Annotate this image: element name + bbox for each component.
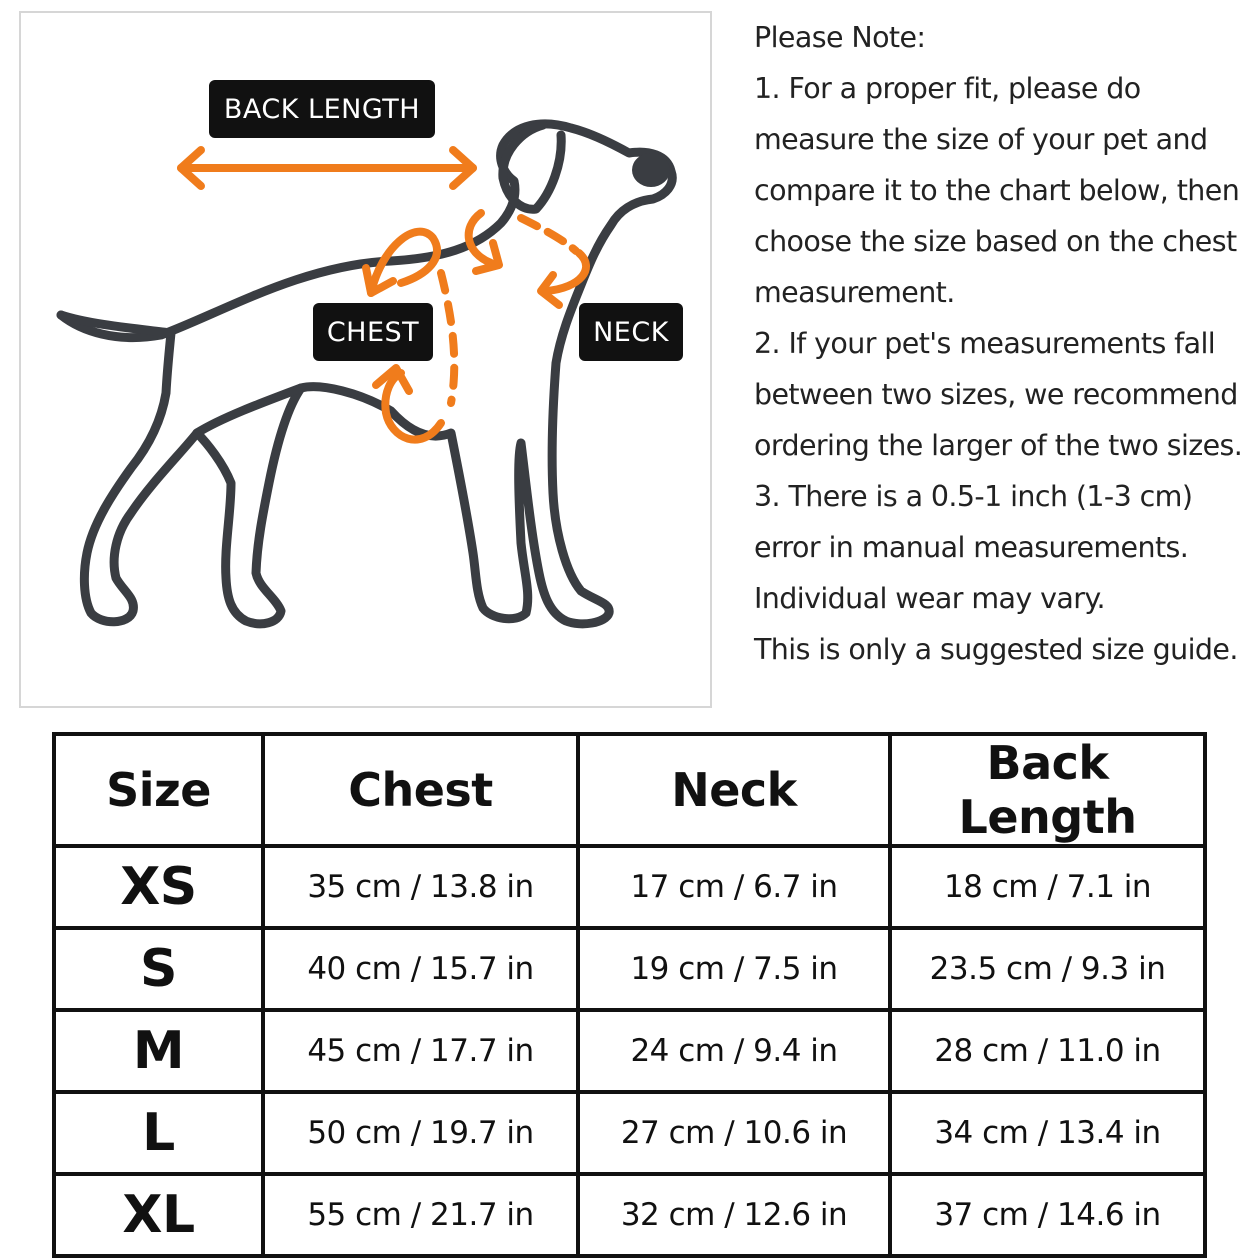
chest-cell: 35 cm / 13.8 in	[263, 846, 578, 928]
neck-cell: 24 cm / 9.4 in	[578, 1010, 890, 1092]
neck-cell: 19 cm / 7.5 in	[578, 928, 890, 1010]
back-length-cell: 37 cm / 14.6 in	[890, 1174, 1205, 1256]
notes-line: Individual wear may vary.	[754, 582, 1106, 615]
neck-cell: 17 cm / 6.7 in	[578, 846, 890, 928]
chest-cell: 50 cm / 19.7 in	[263, 1092, 578, 1174]
size-chart-table	[52, 732, 1207, 1258]
neck-cell: 27 cm / 10.6 in	[578, 1092, 890, 1174]
sizing-notes	[754, 12, 1254, 675]
notes-line: measurement.	[754, 276, 955, 309]
chest-label: CHEST	[313, 303, 433, 361]
back-length-cell: 18 cm / 7.1 in	[890, 846, 1205, 928]
table-header-row	[54, 734, 1205, 846]
table-row	[54, 1092, 1205, 1174]
size-cell: XL	[54, 1174, 263, 1256]
notes-line: Please Note:	[754, 21, 926, 54]
notes-line: measure the size of your pet and	[754, 123, 1208, 156]
notes-line: ordering the larger of the two sizes.	[754, 429, 1243, 462]
header-size: Size	[54, 734, 263, 846]
chest-cell: 40 cm / 15.7 in	[263, 928, 578, 1010]
notes-line: 2. If your pet's measurements fall	[754, 327, 1216, 360]
header-back-length: Back Length	[890, 734, 1205, 846]
notes-line: 1. For a proper fit, please do	[754, 72, 1141, 105]
header-neck: Neck	[578, 734, 890, 846]
notes-line: compare it to the chart below, then	[754, 174, 1240, 207]
neck-label: NECK	[579, 303, 683, 361]
notes-line: choose the size based on the chest	[754, 225, 1237, 258]
notes-line: This is only a suggested size guide.	[754, 633, 1238, 666]
notes-line: error in manual measurements.	[754, 531, 1189, 564]
table-row	[54, 1010, 1205, 1092]
size-cell: XS	[54, 846, 263, 928]
neck-cell: 32 cm / 12.6 in	[578, 1174, 890, 1256]
back-length-cell: 28 cm / 11.0 in	[890, 1010, 1205, 1092]
notes-line: between two sizes, we recommend	[754, 378, 1238, 411]
notes-line: 3. There is a 0.5-1 inch (1-3 cm)	[754, 480, 1193, 513]
size-cell: S	[54, 928, 263, 1010]
table-row	[54, 928, 1205, 1010]
back-length-cell: 34 cm / 13.4 in	[890, 1092, 1205, 1174]
table-row	[54, 846, 1205, 928]
chest-cell: 45 cm / 17.7 in	[263, 1010, 578, 1092]
back-length-label: BACK LENGTH	[209, 80, 435, 138]
chest-cell: 55 cm / 21.7 in	[263, 1174, 578, 1256]
header-chest: Chest	[263, 734, 578, 846]
dog-measurement-illustration	[19, 11, 712, 708]
size-cell: M	[54, 1010, 263, 1092]
table-row	[54, 1174, 1205, 1256]
back-length-cell: 23.5 cm / 9.3 in	[890, 928, 1205, 1010]
size-cell: L	[54, 1092, 263, 1174]
